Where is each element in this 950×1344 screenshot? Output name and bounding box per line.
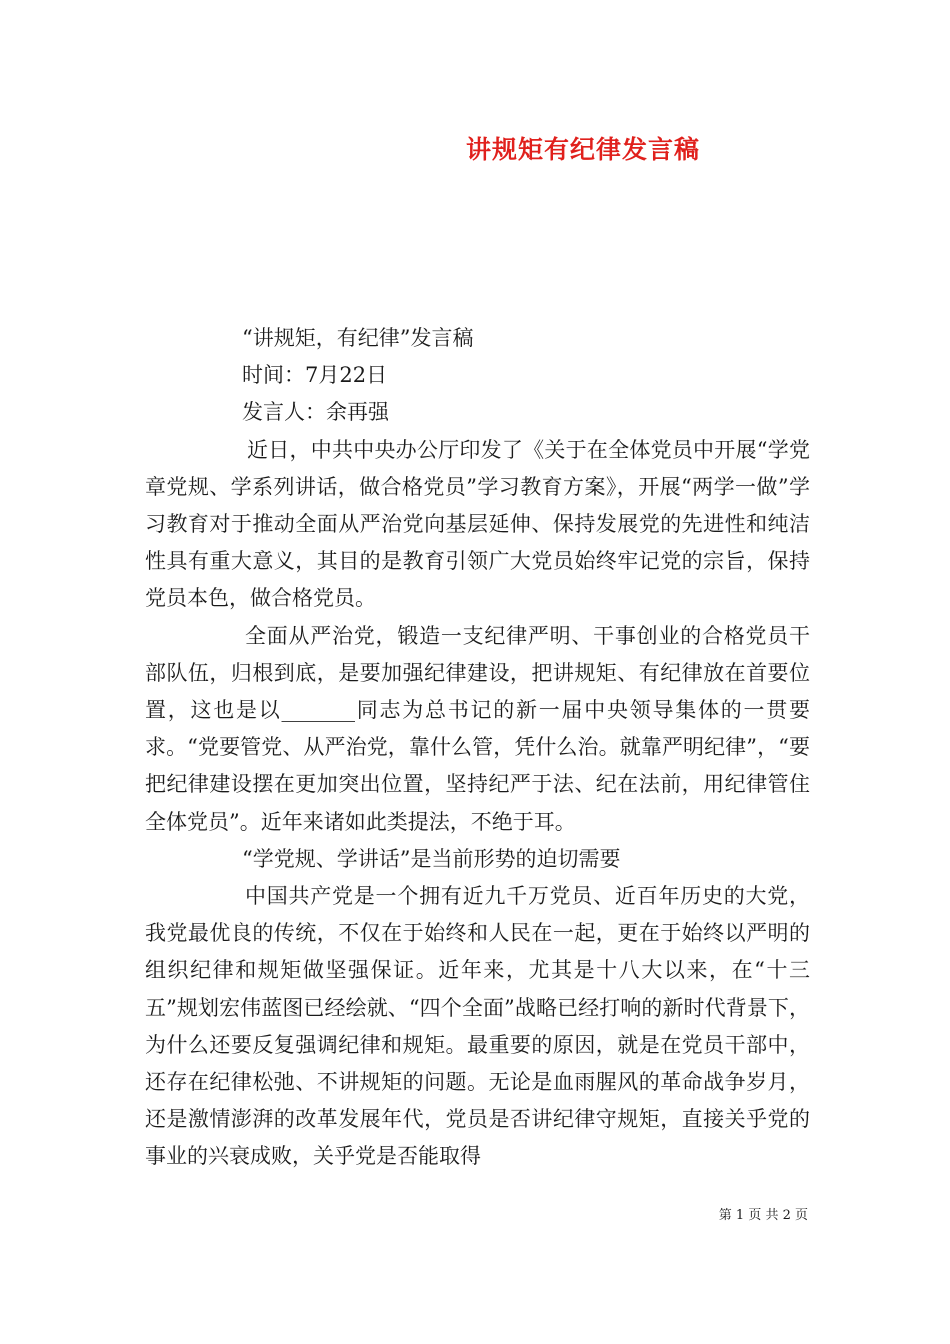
meta-heading: “讲规矩，有纪律”发言稿 — [242, 326, 474, 350]
page-footer: 第 1 页 共 2 页 — [718, 1208, 808, 1223]
subheading: “学党规、学讲话”是当前形势的迫切需要 — [242, 846, 621, 871]
paragraph-1: 近日，中共中央办公厅印发了《关于在全体党员中开展“学党章党规、学系列讲话，做合格党员”学习教育方案》，开展“两学一做”学习教育对于推动全面从严治党向基层延伸、保持发展党的先进性和纯洁性具有重大意义，其目的是教育引领广大党员始终牢记党的宗旨，保持党员本色，做合格党员。 — [145, 437, 810, 611]
meta-speaker: 发言人：余再强 — [242, 400, 389, 425]
document-title: 讲规矩有纪律发言稿 — [465, 135, 700, 164]
meta-time: 时间：7月22日 — [242, 363, 388, 388]
paragraph-2: 全面从严治党，锻造一支纪律严明、干事创业的合格党员干部队伍，归根到底，是要加强纪律建设，把讲规矩、有纪律放在首要位置，这也是以_______同志为总书记的新一届中央领导集体的一贯要求。“党要管党、从严治党，靠什么管，凭什么治。就靠严明纪律”，“要把纪律建设摆在更加突出位置，坚持纪严于法、纪在法前，用纪律管住全体党员”。近年来诸如此类提法，不绝于耳。 — [145, 623, 810, 834]
paragraph-3: 中国共产党是一个拥有近九千万党员、近百年历史的大党，我党最优良的传统，不仅在于始终和人民在一起，更在于始终以严明的组织纪律和规矩做坚强保证。近年来，尤其是十八大以来，在“十三五”规划宏伟蓝图已经绘就、“四个全面”战略已经打响的新时代背景下，为什么还要反复强调纪律和规矩。最重要的原因，就是在党员干部中，还存在纪律松弛、不讲规矩的问题。无论是血雨腥风的革命战争岁月，还是激情澎湃的改革发展年代，党员是否讲纪律守规矩，直接关乎党的事业的兴衰成败，关乎党是否能取得 — [145, 883, 810, 1169]
document-body — [145, 320, 810, 1176]
